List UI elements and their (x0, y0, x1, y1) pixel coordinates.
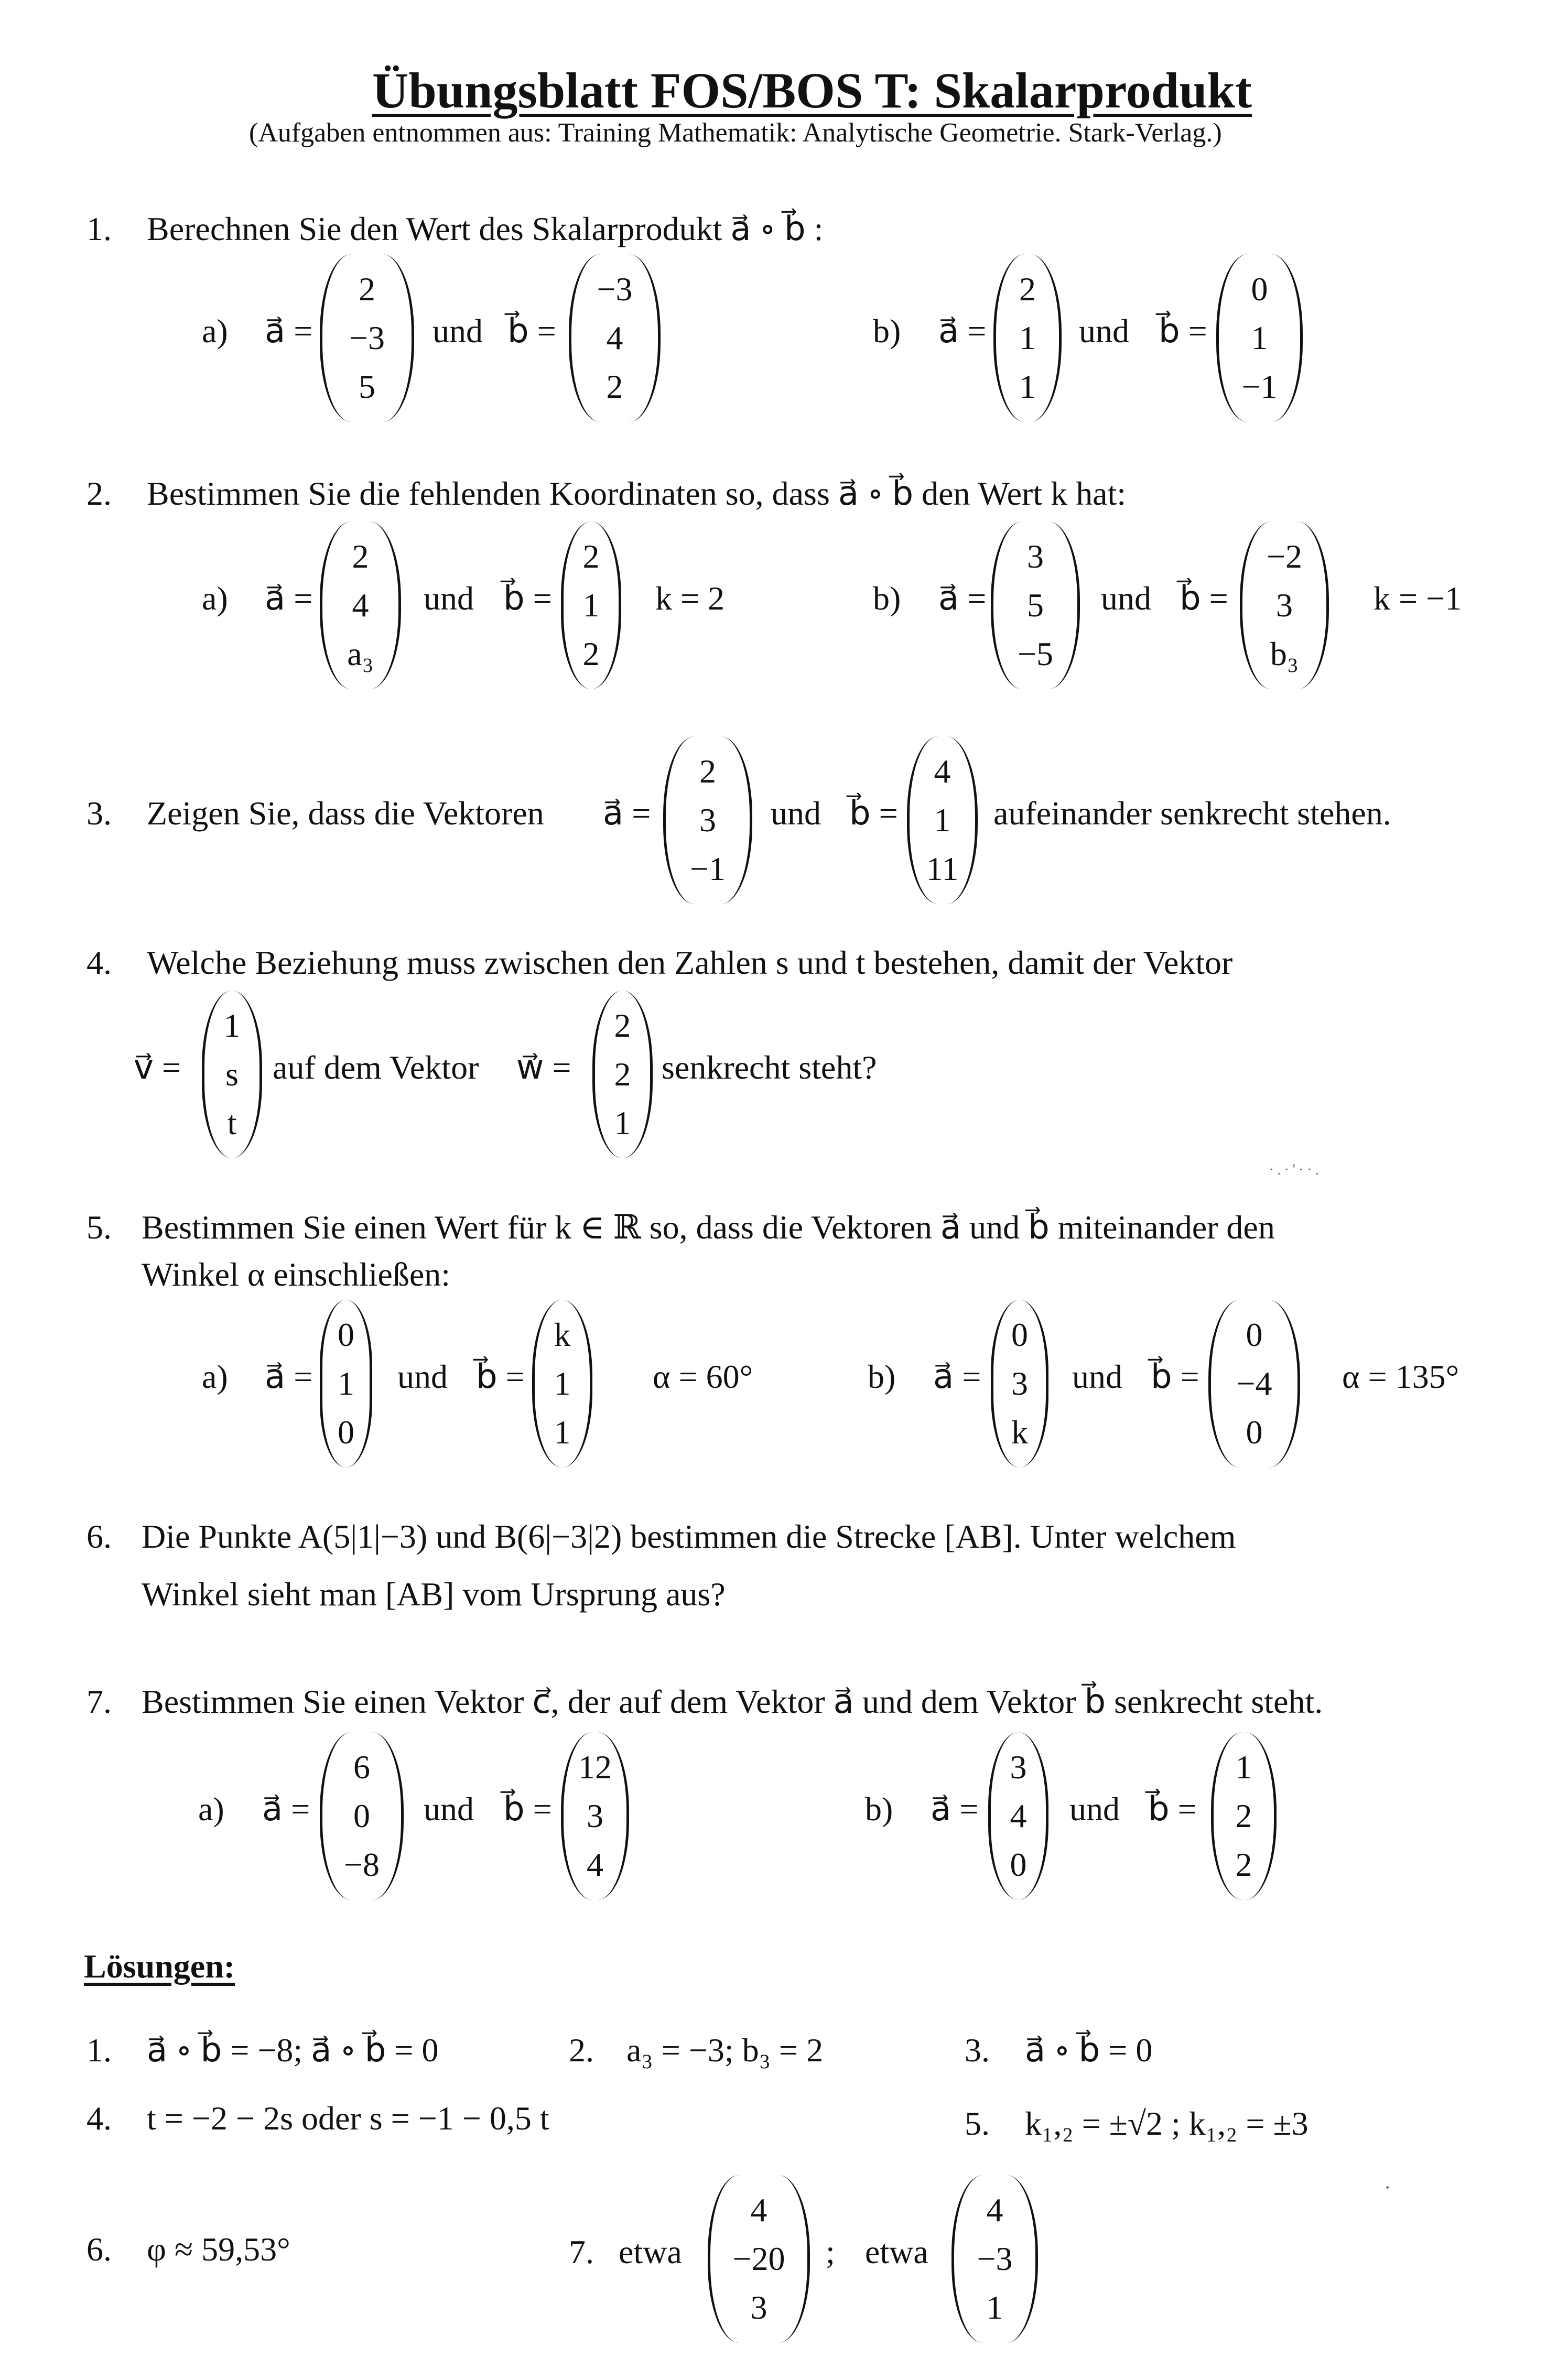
vector-a-label: a⃗ = (265, 1358, 313, 1395)
vector-b-label: b⃗ = (1180, 580, 1228, 617)
column-vector (1240, 521, 1329, 689)
vector-b-label: b⃗ = (503, 1790, 552, 1828)
vector-component: −3 (597, 270, 633, 308)
angle-alpha: α = 135° (1342, 1358, 1459, 1395)
solution-5: k₁,₂ = ±√2 ; k₁,₂ = ±3 (1025, 2105, 1309, 2142)
conjunction: und (1101, 580, 1151, 617)
vector-component: 4 (1010, 1797, 1027, 1834)
vector-a-label: a⃗ = (931, 1790, 979, 1828)
vector-component: 0 (1011, 1316, 1028, 1353)
vector-component: 3 (587, 1797, 603, 1834)
vector-b-label: b⃗ = (503, 580, 552, 617)
part-label: a) (202, 580, 228, 617)
vector-b-label: b⃗ = (507, 312, 556, 350)
vector-component: k (1011, 1414, 1028, 1451)
conjunction: und (397, 1358, 448, 1395)
column-vector (1208, 1300, 1300, 1468)
column-vector (569, 254, 661, 422)
vector-component: 11 (926, 850, 959, 887)
vector-component: 2 (1235, 1846, 1252, 1883)
vector-component: 0 (1246, 1414, 1263, 1451)
column-vector (1211, 1732, 1277, 1900)
solution-3: a⃗ ∘ b⃗ = 0 (1025, 2031, 1153, 2069)
task-number: 6. (86, 1518, 112, 1555)
vector-component: 0 (338, 1414, 354, 1451)
column-vector (991, 521, 1080, 689)
conjunction: und (424, 1790, 474, 1828)
vector-component: −3 (349, 319, 385, 356)
vector-component: 3 (1027, 538, 1044, 575)
vector-component: b₃ (1270, 635, 1299, 672)
vector-b-label: b⃗ = (1151, 1358, 1199, 1395)
vector-a-label: a⃗ = (938, 312, 987, 350)
part-label: b) (865, 1790, 893, 1828)
conjunction: und (424, 580, 474, 617)
vector-component: 3 (1276, 586, 1293, 624)
vector-b-label: b⃗ = (1148, 1790, 1197, 1828)
column-vector (951, 2175, 1038, 2343)
solution-number: 7. (569, 2233, 594, 2270)
vector-component: 2 (614, 1056, 631, 1093)
vector-component: −20 (732, 2240, 785, 2277)
vector-component: 3 (699, 801, 716, 839)
column-vector (561, 521, 621, 689)
vector-component: 1 (338, 1365, 354, 1402)
vector-component: 2 (359, 270, 375, 308)
conjunction: und (1072, 1358, 1122, 1395)
column-vector (320, 254, 414, 422)
vector-b-label: b⃗ = (1159, 312, 1207, 350)
vector-component: 4 (750, 2191, 767, 2229)
column-vector (532, 1300, 592, 1468)
column-vector (993, 254, 1062, 422)
parameter-k: k = −1 (1374, 580, 1462, 617)
task-prompt: Bestimmen Sie einen Vektor c⃗, der auf dem Vektor a⃗ und dem Vektor b⃗ senkrecht steht. (142, 1683, 1323, 1720)
column-vector (561, 1732, 629, 1900)
vector-component: −2 (1266, 538, 1303, 575)
vector-component: 0 (353, 1797, 370, 1834)
column-vector (988, 1732, 1048, 1900)
part-label: b) (873, 312, 901, 350)
page-title: Übungsblatt FOS/BOS T: Skalarprodukt (372, 62, 1252, 118)
vector-component: 1 (1235, 1748, 1252, 1786)
vector-component: 12 (578, 1748, 612, 1786)
vector-component: 1 (223, 1007, 241, 1044)
task-prompt: Die Punkte A(5|1|−3) und B(6|−3|2) bestimmen die Strecke [AB]. Unter welchem (142, 1518, 1236, 1555)
vector-a-label: a⃗ = (938, 580, 987, 617)
scan-mark: · (1384, 2176, 1391, 2199)
solution-number: 3. (965, 2031, 990, 2069)
column-vector (708, 2175, 810, 2343)
page-subtitle: (Aufgaben entnommen aus: Training Mathematik: Analytische Geometrie. Stark-Verlag.) (249, 118, 1222, 148)
vector-a-label: a⃗ = (603, 795, 651, 832)
column-vector (320, 1732, 404, 1900)
solution-number: 1. (86, 2031, 112, 2069)
vector-component: 5 (359, 368, 375, 405)
angle-alpha: α = 60° (653, 1358, 753, 1395)
vector-b-label: b⃗ = (476, 1358, 525, 1395)
column-vector (202, 991, 262, 1158)
column-vector (907, 736, 978, 904)
task-prompt: Zeigen Sie, dass die Vektoren (147, 795, 544, 832)
vector-component: 4 (352, 586, 369, 624)
vector-component: 0 (338, 1316, 354, 1353)
part-label: a) (202, 312, 228, 350)
task-number: 2. (86, 475, 112, 512)
conjunction: und (432, 312, 483, 350)
vector-component: 1 (1019, 368, 1036, 405)
vector-component: 1 (614, 1104, 631, 1142)
vector-component: −1 (1241, 368, 1278, 405)
task-prompt: Berechnen Sie den Wert des Skalarprodukt a⃗ ∘ b⃗ : (147, 210, 824, 247)
task-number: 3. (86, 795, 112, 832)
vector-component: 0 (1010, 1846, 1027, 1883)
vector-component: 4 (587, 1846, 603, 1883)
vector-component: 0 (1251, 270, 1268, 308)
solutions-heading: Lösungen: (84, 1948, 235, 1985)
scan-noise: ·.·'··. (1269, 1161, 1323, 1178)
vector-component: 0 (1246, 1316, 1263, 1353)
solution-6: φ ≈ 59,53° (147, 2231, 290, 2268)
vector-component: 2 (352, 538, 369, 575)
task-prompt: Bestimmen Sie einen Wert für k ∈ ℝ so, dass die Vektoren a⃗ und b⃗ miteinander den (142, 1209, 1275, 1246)
vector-component: 1 (554, 1365, 571, 1402)
parameter-k: k = 2 (655, 580, 725, 617)
vector-component: 1 (934, 801, 951, 839)
task-number: 1. (86, 210, 112, 247)
task-prompt: Winkel sieht man [AB] vom Ursprung aus? (142, 1575, 726, 1613)
solution-4: t = −2 − 2s oder s = −1 − 0,5 t (147, 2100, 549, 2137)
vector-a-label: a⃗ = (262, 1790, 310, 1828)
vector-component: 4 (606, 319, 623, 356)
task-prompt: Bestimmen Sie die fehlenden Koordinaten so, dass a⃗ ∘ b⃗ den Wert k hat: (147, 475, 1127, 512)
vector-a-label: a⃗ = (265, 312, 313, 350)
vector-a-label: a⃗ = (265, 580, 313, 617)
vector-v-label: v⃗ = (134, 1049, 181, 1086)
vector-component: 2 (606, 368, 623, 405)
column-vector (592, 991, 653, 1158)
vector-component: k (554, 1316, 571, 1353)
vector-component: 4 (934, 753, 951, 790)
vector-component: −1 (689, 850, 726, 887)
conjunction: und (1079, 312, 1129, 350)
vector-component: 2 (1235, 1797, 1252, 1834)
vector-component: 2 (582, 635, 600, 672)
vector-w-label: w⃗ = (516, 1049, 571, 1086)
vector-component: −4 (1236, 1365, 1272, 1402)
vector-component: −8 (343, 1846, 380, 1883)
task-prompt: aufeinander senkrecht stehen. (993, 795, 1391, 832)
task-number: 7. (86, 1683, 112, 1720)
solution-number: 5. (965, 2105, 990, 2142)
vector-component: 6 (353, 1748, 370, 1786)
vector-component: 1 (582, 586, 600, 624)
vector-component: 2 (699, 753, 716, 790)
vector-component: 3 (1011, 1365, 1028, 1402)
solution-7-etwa: etwa (865, 2233, 928, 2270)
task-prompt: senkrecht steht? (662, 1049, 877, 1086)
vector-component: 2 (582, 538, 600, 575)
vector-component: 3 (1010, 1748, 1027, 1786)
task-number: 5. (86, 1209, 112, 1246)
vector-component: −3 (977, 2240, 1013, 2277)
solution-7-etwa: etwa (619, 2233, 682, 2270)
column-vector (1216, 254, 1303, 422)
solution-1: a⃗ ∘ b⃗ = −8; a⃗ ∘ b⃗ = 0 (147, 2031, 439, 2069)
vector-component: 1 (554, 1414, 571, 1451)
vector-component: t (227, 1104, 237, 1142)
task-prompt: Winkel α einschließen: (142, 1256, 450, 1293)
vector-component: 2 (614, 1007, 631, 1044)
vector-component: 1 (1019, 319, 1036, 356)
column-vector (663, 736, 752, 904)
vector-component: a₃ (347, 635, 374, 672)
vector-component: 2 (1019, 270, 1036, 308)
vector-component: 1 (1251, 319, 1268, 356)
vector-component: −5 (1017, 635, 1054, 672)
vector-component: 5 (1027, 586, 1044, 624)
column-vector (320, 521, 401, 689)
solution-number: 2. (569, 2031, 594, 2069)
conjunction: und (1069, 1790, 1120, 1828)
part-label: b) (873, 580, 901, 617)
vector-a-label: a⃗ = (933, 1358, 981, 1395)
task-prompt: Welche Beziehung muss zwischen den Zahlen s und t bestehen, damit der Vektor (147, 944, 1233, 981)
task-number: 4. (86, 944, 112, 981)
vector-component: s (225, 1056, 239, 1093)
column-vector (320, 1300, 372, 1468)
task-prompt: auf dem Vektor (273, 1049, 479, 1086)
column-vector (991, 1300, 1048, 1468)
separator: ; (826, 2233, 835, 2270)
vector-component: 4 (986, 2191, 1003, 2229)
solution-number: 6. (86, 2231, 112, 2268)
part-label: b) (868, 1358, 896, 1395)
part-label: a) (198, 1790, 224, 1828)
solution-number: 4. (86, 2100, 112, 2137)
vector-component: 1 (986, 2289, 1003, 2326)
solution-2: a₃ = −3; b₃ = 2 (626, 2031, 824, 2069)
vector-component: 3 (750, 2289, 767, 2326)
part-label: a) (202, 1358, 228, 1395)
vector-b-label: b⃗ = (849, 795, 898, 832)
conjunction: und (771, 795, 821, 832)
